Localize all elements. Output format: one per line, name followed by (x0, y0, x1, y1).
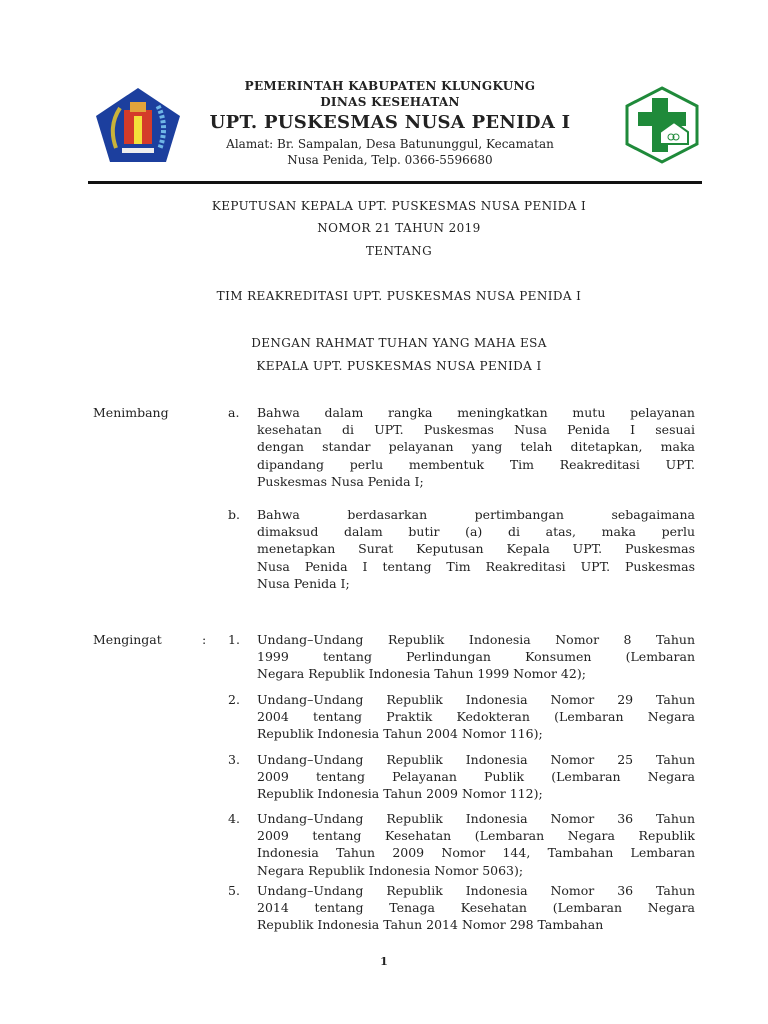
mengingat-item-line: Negara Republik Indonesia Tahun 1999 Nomor 42); (257, 666, 586, 682)
decree-subject: TIM REAKREDITASI UPT. PUSKESMAS NUSA PENIDA I (216, 289, 582, 303)
header-address-line2: Nusa Penida, Telp. 0366-5596680 (287, 153, 493, 167)
mengingat-item-line: 2009 tentang Pelayanan Publik (Lembaran Negara (257, 769, 695, 785)
mengingat-item-line: 2004 tentang Praktik Kedokteran (Lembaran Negara (257, 709, 695, 725)
mengingat-item (257, 691, 695, 743)
menimbang-item (257, 404, 695, 490)
menimbang-item-line: Bahwa berdasarkan pertimbangan sebagaimana (257, 507, 695, 522)
mengingat-item-line: Undang–Undang Republik Indonesia Nomor 8 Tahun (257, 632, 695, 647)
mengingat-item (257, 751, 695, 803)
mengingat-marker: 3. (228, 752, 240, 767)
mengingat-item-line: Undang–Undang Republik Indonesia Nomor 36 Tahun (257, 883, 695, 898)
mengingat-item-line: Republik Indonesia Tahun 2004 Nomor 116); (257, 726, 543, 742)
mengingat-item-line: 1999 tentang Perlindungan Konsumen (Lembaran (257, 649, 695, 665)
menimbang-item-line: Bahwa dalam rangka meningkatkan mutu pelayanan (257, 405, 695, 420)
mengingat-item-line: Undang–Undang Republik Indonesia Nomor 25 Tahun (257, 752, 695, 767)
menimbang-item-line: dimaksud dalam butir (a) di atas, maka perlu (257, 524, 695, 540)
menimbang-marker: b. (228, 507, 240, 522)
mengingat-marker: 5. (228, 883, 240, 898)
mengingat-label: Mengingat (93, 632, 162, 647)
mengingat-item-line: Undang–Undang Republik Indonesia Nomor 36 Tahun (257, 811, 695, 826)
mengingat-item (257, 810, 695, 879)
mengingat-marker: 4. (228, 811, 240, 826)
page-number: 1 (380, 955, 388, 968)
menimbang-marker: a. (228, 405, 240, 420)
menimbang-item-line: dengan standar pelayanan yang telah ditetapkan, maka (257, 439, 695, 455)
menimbang-item-line: dipandang perlu membentuk Tim Reakreditasi UPT. (257, 456, 695, 472)
mengingat-item (257, 882, 695, 934)
mengingat-marker: 1. (228, 632, 240, 647)
header-institution-title: UPT. PUSKESMAS NUSA PENIDA I (209, 112, 571, 133)
mengingat-item-line: 2009 tentang Kesehatan (Lembaran Negara Republik (257, 828, 695, 844)
menimbang-item-line: kesehatan di UPT. Puskesmas Nusa Penida I sesuai (257, 422, 695, 438)
puskesmas-logo (624, 86, 700, 164)
mengingat-item-line: Indonesia Tahun 2009 Nomor 144, Tambahan Lembaran (257, 845, 695, 861)
mengingat-item-line: Republik Indonesia Tahun 2009 Nomor 112); (257, 786, 543, 802)
decree-number: NOMOR 21 TAHUN 2019 (317, 221, 481, 235)
decree-title: KEPUTUSAN KEPALA UPT. PUSKESMAS NUSA PENIDA I (211, 199, 587, 213)
mengingat-item-line: 2014 tentang Tenaga Kesehatan (Lembaran Negara (257, 900, 695, 916)
menimbang-item-line: Puskesmas Nusa Penida I; (257, 473, 424, 489)
menimbang-item-line: Nusa Penida I tentang Tim Reakreditasi UPT. Puskesmas (257, 558, 695, 574)
decree-about: TENTANG (365, 244, 433, 258)
mengingat-item-line: Republik Indonesia Tahun 2014 Nomor 298 Tambahan (257, 917, 604, 933)
decree-issuer: KEPALA UPT. PUSKESMAS NUSA PENIDA I (256, 359, 542, 373)
decree-blessing: DENGAN RAHMAT TUHAN YANG MAHA ESA (251, 336, 547, 350)
mengingat-item-line: Negara Republik Indonesia Nomor 5063); (257, 862, 524, 878)
header-department: DINAS KESEHATAN (320, 95, 460, 109)
mengingat-item-line: Undang–Undang Republik Indonesia Nomor 29 Tahun (257, 692, 695, 707)
mengingat-colon: : (202, 632, 207, 647)
mengingat-marker: 2. (228, 692, 240, 707)
header-address-line1: Alamat: Br. Sampalan, Desa Batununggul, Kecamatan (226, 137, 554, 151)
menimbang-item (257, 506, 695, 592)
menimbang-item-line: Nusa Penida I; (257, 575, 350, 591)
klungkung-emblem-logo (94, 86, 182, 164)
header-government: PEMERINTAH KABUPATEN KLUNGKUNG (244, 79, 536, 93)
menimbang-label: Menimbang (93, 405, 169, 420)
menimbang-item-line: menetapkan Surat Keputusan Kepala UPT. Puskesmas (257, 541, 695, 557)
mengingat-item (257, 631, 695, 683)
header-divider (88, 181, 702, 184)
